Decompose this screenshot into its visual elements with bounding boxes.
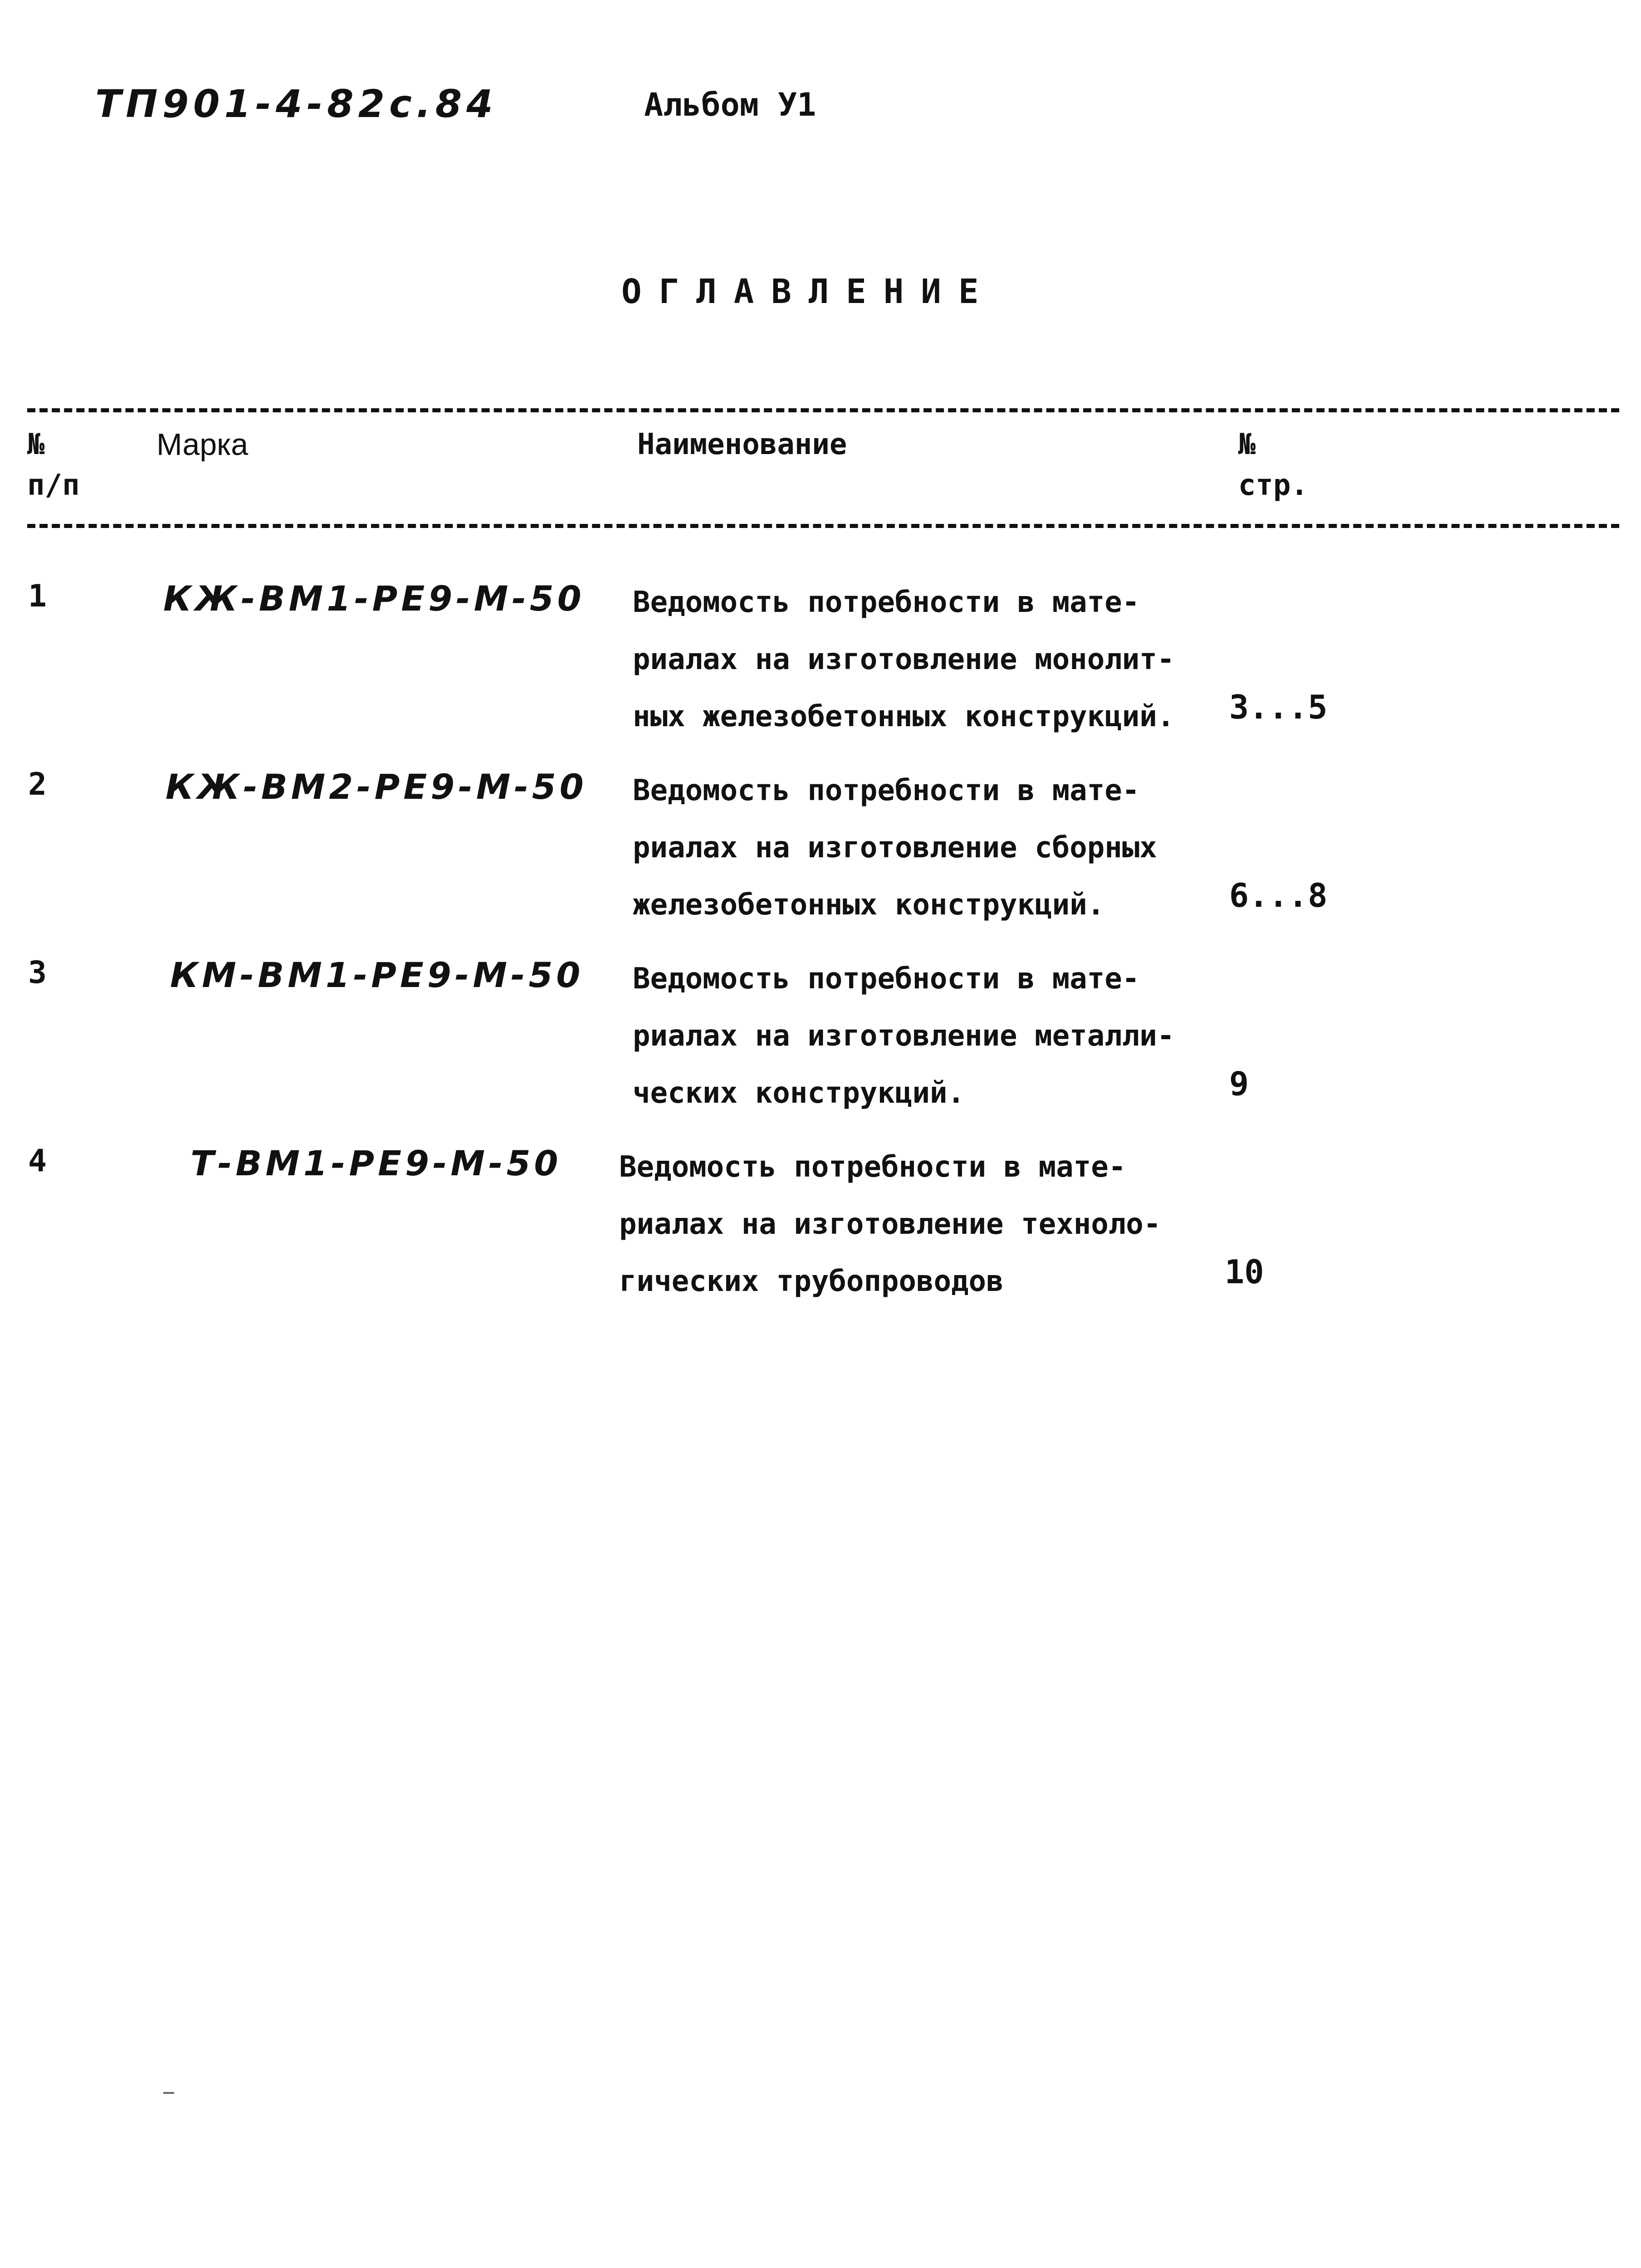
row-name: Ведомость потребности в мате- риалах на изготовление монолит- ных железобетонных конструкций. xyxy=(633,586,1175,733)
column-header-page: № стр. xyxy=(1238,428,1309,502)
row-page: 6...8 xyxy=(1229,876,1328,914)
table-row xyxy=(0,758,1641,943)
table-header-rule xyxy=(27,524,1619,528)
row-name: Ведомость потребности в мате- риалах на изготовление металли- ческих конструкций. xyxy=(633,962,1175,1110)
row-name: Ведомость потребности в мате- риалах на изготовление техноло- гических трубопроводов xyxy=(619,1150,1161,1298)
row-page: 3...5 xyxy=(1229,688,1328,726)
scan-speck xyxy=(163,2092,174,2094)
row-mark: КМ-ВМ1-РЕ9-М-50 xyxy=(170,955,584,995)
table-row xyxy=(0,569,1641,755)
row-mark: КЖ-ВМ1-РЕ9-М-50 xyxy=(163,578,585,619)
row-number: 4 xyxy=(28,1143,47,1179)
table-row xyxy=(0,946,1641,1132)
row-number: 3 xyxy=(28,955,47,991)
table-top-rule xyxy=(27,408,1619,412)
row-mark: КЖ-ВМ2-РЕ9-М-50 xyxy=(166,767,587,807)
column-header-mark: Марка xyxy=(156,427,249,462)
row-mark: Т-ВМ1-РЕ9-М-50 xyxy=(190,1143,562,1183)
album-label: Альбом У1 xyxy=(644,86,816,123)
row-page: 9 xyxy=(1229,1065,1249,1103)
column-header-number: № п/п xyxy=(27,428,80,502)
table-row xyxy=(0,1134,1641,1320)
row-page: 10 xyxy=(1225,1253,1264,1291)
row-number: 1 xyxy=(28,578,47,614)
row-name: Ведомость потребности в мате- риалах на изготовление сборных железобетонных конструкций. xyxy=(633,774,1157,922)
document-code: ТП901-4-82с.84 xyxy=(95,82,498,126)
row-number: 2 xyxy=(28,767,47,802)
page-title: ОГЛАВЛЕНИЕ xyxy=(621,272,996,311)
column-header-name: Наименование xyxy=(637,428,847,461)
